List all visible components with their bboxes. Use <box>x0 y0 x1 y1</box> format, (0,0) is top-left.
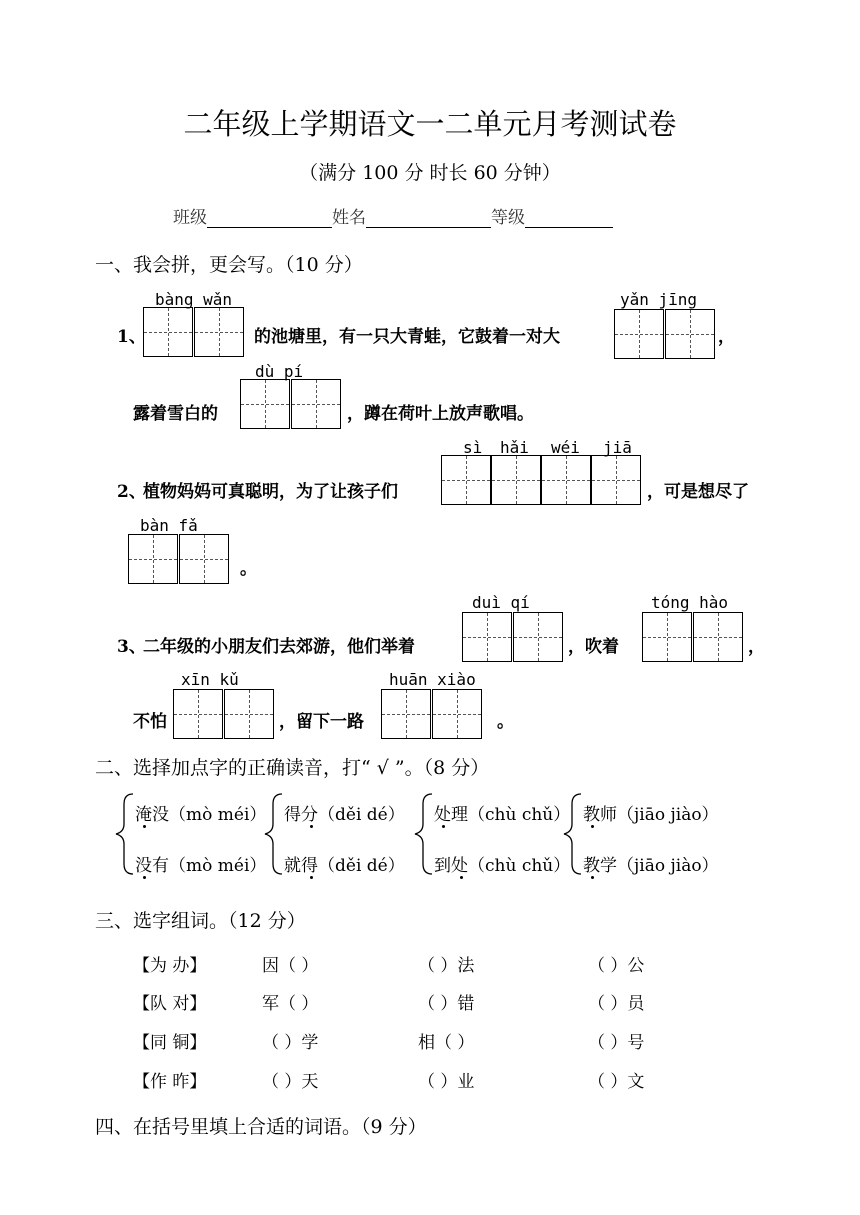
class-field[interactable] <box>207 209 332 228</box>
section4-heading: 四、在括号里填上合适的词语。（9 分） <box>95 1116 427 1138</box>
char-box[interactable] <box>432 689 482 739</box>
emphasis-dot <box>591 876 594 879</box>
grade-field[interactable] <box>525 209 613 228</box>
blank-item[interactable]: （ ）学 <box>262 1033 319 1053</box>
pinyin-xinku: xīn kǔ <box>181 670 239 689</box>
q1-number: 1、 <box>117 327 146 347</box>
section2-heading: 二、选择加点字的正确读音，打“ √ ”。（8 分） <box>95 757 490 779</box>
choice-bottom-4[interactable]: 教学（jiāo jiào） <box>583 856 719 876</box>
brace-3 <box>415 794 432 874</box>
char-box[interactable] <box>513 612 563 662</box>
q3-end: 。 <box>497 712 514 732</box>
choice-top-2[interactable]: 得分（děi dé） <box>284 805 405 825</box>
char-box[interactable] <box>693 612 743 662</box>
choice-bottom-2[interactable]: 就得（děi dé） <box>284 856 405 876</box>
emphasis-dot <box>310 825 313 828</box>
student-info <box>173 203 613 228</box>
blank-item[interactable]: 因（ ） <box>262 956 319 976</box>
pinyin-banfa: bàn fǎ <box>140 516 198 535</box>
blank-item[interactable]: （ ）错 <box>418 994 475 1014</box>
pinyin-duiqi: duì qí <box>472 593 530 612</box>
page-title: 二年级上学期语文一二单元月考测试卷 <box>183 107 677 141</box>
emphasis-dot <box>310 876 313 879</box>
char-box[interactable] <box>665 309 715 359</box>
char-box[interactable] <box>240 379 290 429</box>
emphasis-dot <box>143 876 146 879</box>
q2-end: 。 <box>240 559 257 579</box>
blank-item[interactable]: （ ）天 <box>262 1072 319 1092</box>
q2-text-b: ，可是想尽了 <box>647 482 749 502</box>
emphasis-dot <box>460 876 463 879</box>
pinyin-dupi: dù pí <box>255 362 304 381</box>
pair-label: 【作 昨】 <box>133 1072 207 1092</box>
emphasis-dot <box>143 825 146 828</box>
char-box[interactable] <box>462 612 512 662</box>
blank-item[interactable]: （ ）公 <box>588 956 645 976</box>
q3-comma: ， <box>748 637 765 657</box>
char-box[interactable] <box>541 455 591 505</box>
choice-bottom-3[interactable]: 到处（chù chǔ） <box>434 856 571 876</box>
q3-text-a: 二年级的小朋友们去郊游，他们举着 <box>143 637 415 657</box>
blank-item[interactable]: 相（ ） <box>418 1033 475 1053</box>
blank-item[interactable]: （ ）文 <box>588 1072 645 1092</box>
char-box[interactable] <box>128 534 178 584</box>
blank-item[interactable]: （ ）法 <box>418 956 475 976</box>
grade-label: 等级 <box>491 208 525 228</box>
char-box[interactable] <box>614 309 664 359</box>
name-field[interactable] <box>366 209 491 228</box>
char-box[interactable] <box>291 379 341 429</box>
blank-item[interactable]: （ ）员 <box>588 994 645 1014</box>
blank-item[interactable]: 军（ ） <box>262 994 319 1014</box>
q1-text-a: 的池塘里，有一只大青蛙，它鼓着一对大 <box>254 327 560 347</box>
q3-text-b: ，吹着 <box>568 637 619 657</box>
choice-top-3[interactable]: 处理（chù chǔ） <box>434 805 571 825</box>
char-box[interactable] <box>173 689 223 739</box>
q1-text-b: 露着雪白的 <box>133 404 218 424</box>
blank-item[interactable]: （ ）号 <box>588 1033 645 1053</box>
char-box[interactable] <box>642 612 692 662</box>
pinyin-huanxiao: huān xiào <box>389 670 476 689</box>
q3-text-d: ，留下一路 <box>279 712 364 732</box>
char-box[interactable] <box>441 455 491 505</box>
q1-text-c: ，蹲在荷叶上放声歌唱。 <box>347 404 534 424</box>
page-subtitle: （满分 100 分 时长 60 分钟） <box>299 162 561 184</box>
class-label: 班级 <box>173 208 207 228</box>
emphasis-dot <box>442 825 445 828</box>
choice-bottom-1[interactable]: 没有（mò méi） <box>135 856 267 876</box>
pinyin-wei: wéi <box>551 438 580 457</box>
q1-comma: ， <box>718 327 735 347</box>
name-label: 姓名 <box>332 208 366 228</box>
q2-number: 2、 <box>117 482 146 502</box>
char-box[interactable] <box>143 307 193 357</box>
q3-text-c: 不怕 <box>133 712 167 732</box>
pinyin-si: sì <box>463 438 483 457</box>
choice-top-1[interactable]: 淹没（mò méi） <box>135 805 267 825</box>
pair-label: 【队 对】 <box>133 994 207 1014</box>
char-box[interactable] <box>591 455 641 505</box>
braces-layer <box>0 790 860 880</box>
brace-1 <box>116 794 133 874</box>
pinyin-jia: jiā <box>603 438 632 457</box>
choice-top-4[interactable]: 教师（jiāo jiào） <box>583 805 719 825</box>
section1-heading: 一、我会拼，更会写。（10 分） <box>95 254 363 276</box>
blank-item[interactable]: （ ）业 <box>418 1072 475 1092</box>
pair-label: 【为 办】 <box>133 956 207 976</box>
q2-text-a: 植物妈妈可真聪明，为了让孩子们 <box>143 482 398 502</box>
pinyin-bangwan: bàng wǎn <box>155 290 233 309</box>
char-box[interactable] <box>194 307 244 357</box>
char-box[interactable] <box>381 689 431 739</box>
brace-2 <box>265 794 282 874</box>
char-box[interactable] <box>491 455 541 505</box>
q3-number: 3、 <box>117 637 146 657</box>
pinyin-tonghao: tóng hào <box>651 593 729 612</box>
char-box[interactable] <box>224 689 274 739</box>
section3-heading: 三、选字组词。（12 分） <box>95 910 306 932</box>
char-box[interactable] <box>179 534 229 584</box>
pinyin-hai: hǎi <box>500 438 529 457</box>
pinyin-yanjing: yǎn jīng <box>620 290 698 309</box>
pair-label: 【同 铜】 <box>133 1033 207 1053</box>
emphasis-dot <box>591 825 594 828</box>
